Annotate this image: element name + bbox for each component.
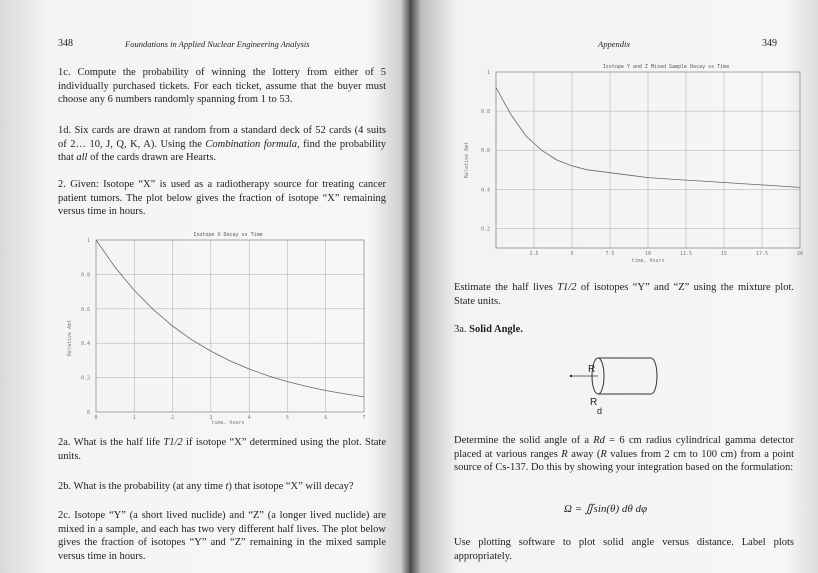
tick-labels: [81, 238, 366, 421]
label-rd-subscript: d: [597, 406, 603, 416]
plot-frame: [96, 240, 364, 412]
detector-diagram: [566, 350, 666, 420]
y-tick-label: 0.2: [480, 226, 490, 233]
determine-solid-angle-text: Determine the solid angle of a Rd = 6 cm radius cylindrical gamma detector placed at various ranges R away (R values from 2 cm to 100 cm) from a point source of Cs-137. Do this by showing your integration based on the formulation:: [454, 435, 794, 473]
label-rd: R: [590, 397, 598, 408]
question-2b: 2b. What is the probability (at any time t) that isotope “X” will decay?: [58, 481, 354, 492]
x-tick-label: 10: [644, 251, 652, 257]
x-tick-label: 6: [324, 415, 328, 421]
chart-title: Isotope Y and Z Mixed Sample Decay vs Time: [602, 64, 730, 70]
y-tick-label: 0.4: [480, 187, 490, 194]
plotting-instructions: Use plotting software to plot solid angle versus distance. Label plots appropriately.: [454, 537, 794, 562]
question-1d: 1d. Six cards are drawn at random from a standard deck of 52 cards (4 suits of 2… 10, J, Q, K, A). Using the Combination formula, find the probability that all of the cards drawn are Hearts.: [58, 125, 386, 163]
x-tick-label: 15: [720, 251, 728, 257]
question-2: 2. Given: Isotope “X” is used as a radiotherapy source for treating cancer patient tumors. The plot below gives the fraction of isotope “X” remaining versus time in hours.: [58, 179, 386, 217]
x-axis-label: time, hours: [631, 258, 665, 264]
x-tick-label: 1: [132, 415, 136, 421]
running-head-right: Appendix: [598, 39, 631, 49]
series-line-isotope-x: [96, 240, 364, 397]
x-tick-label: 20: [796, 251, 804, 257]
point-source-icon: [570, 375, 572, 377]
chart-title: Isotope X Decay vs Time: [193, 232, 263, 238]
label-r: R: [588, 364, 596, 375]
estimate-half-lives-text: Estimate the half lives T1/2 of isotopes “Y” and “Z” using the mixture plot. State units.: [454, 282, 794, 307]
question-2c: 2c. Isotope “Y” (a short lived nuclide) and “Z” (a longer lived nuclide) are mixed in a sample, and each has two very different half lives. The plot below gives the fraction of isotopes “Y” and “Z” remaining in the mixed sample versus time in hours.: [58, 510, 386, 562]
question-2a: 2a. What is the half life T1/2 if isotope “X” determined using the plot. State units.: [58, 437, 387, 462]
y-axis-label: Relative Amt: [464, 141, 470, 179]
x-tick-label: 4: [247, 415, 251, 421]
page-number-left: 348: [58, 38, 73, 49]
y-tick-label: 0: [86, 410, 90, 416]
x-tick-label: 7: [362, 415, 366, 421]
y-axis-label: Relative Amt: [67, 319, 73, 357]
x-tick-label: 2.5: [529, 251, 539, 257]
y-tick-label: 0.6: [80, 306, 90, 313]
x-tick-label: 17.5: [755, 251, 769, 257]
question-1c: 1c. Compute the probability of winning the lottery from either of 5 individually purchased tickets. For each ticket, assume that the buyer must choose any 6 numbers randomly spanning from 1 to 53.: [58, 67, 386, 105]
y-tick-label: 0.4: [80, 341, 90, 348]
y-tick-label: 0.8: [480, 109, 490, 116]
tick-labels: [481, 70, 803, 257]
y-tick-label: 1: [86, 238, 90, 244]
x-tick-label: 12.5: [679, 251, 693, 257]
y-tick-label: 0.2: [80, 375, 90, 382]
chart-isotope-yz: [460, 60, 806, 270]
y-tick-label: 0.6: [480, 148, 490, 155]
grid-lines: [496, 72, 800, 248]
running-head-left: Foundations in Applied Nuclear Engineering Analysis: [125, 39, 310, 49]
x-tick-label: 7.5: [605, 251, 615, 257]
y-tick-label: 1: [486, 70, 490, 76]
x-tick-label: 5: [570, 251, 574, 257]
solid-angle-formula: Ω = ∬sin(θ) dθ dφ: [564, 503, 648, 515]
left-page: [0, 0, 405, 573]
x-tick-label: 3: [209, 415, 213, 421]
y-tick-label: 0.8: [80, 272, 90, 279]
right-page: [416, 0, 818, 573]
cylinder-body: [598, 358, 657, 394]
page-number-right: 349: [762, 38, 777, 49]
section-3a-heading: 3a. Solid Angle.: [454, 324, 523, 335]
x-axis-label: time, hours: [211, 420, 245, 426]
grid-lines: [96, 240, 364, 412]
x-tick-label: 5: [285, 415, 289, 421]
x-tick-label: 2: [171, 415, 175, 421]
x-tick-label: 0: [94, 415, 98, 421]
chart-isotope-x: [60, 228, 370, 428]
